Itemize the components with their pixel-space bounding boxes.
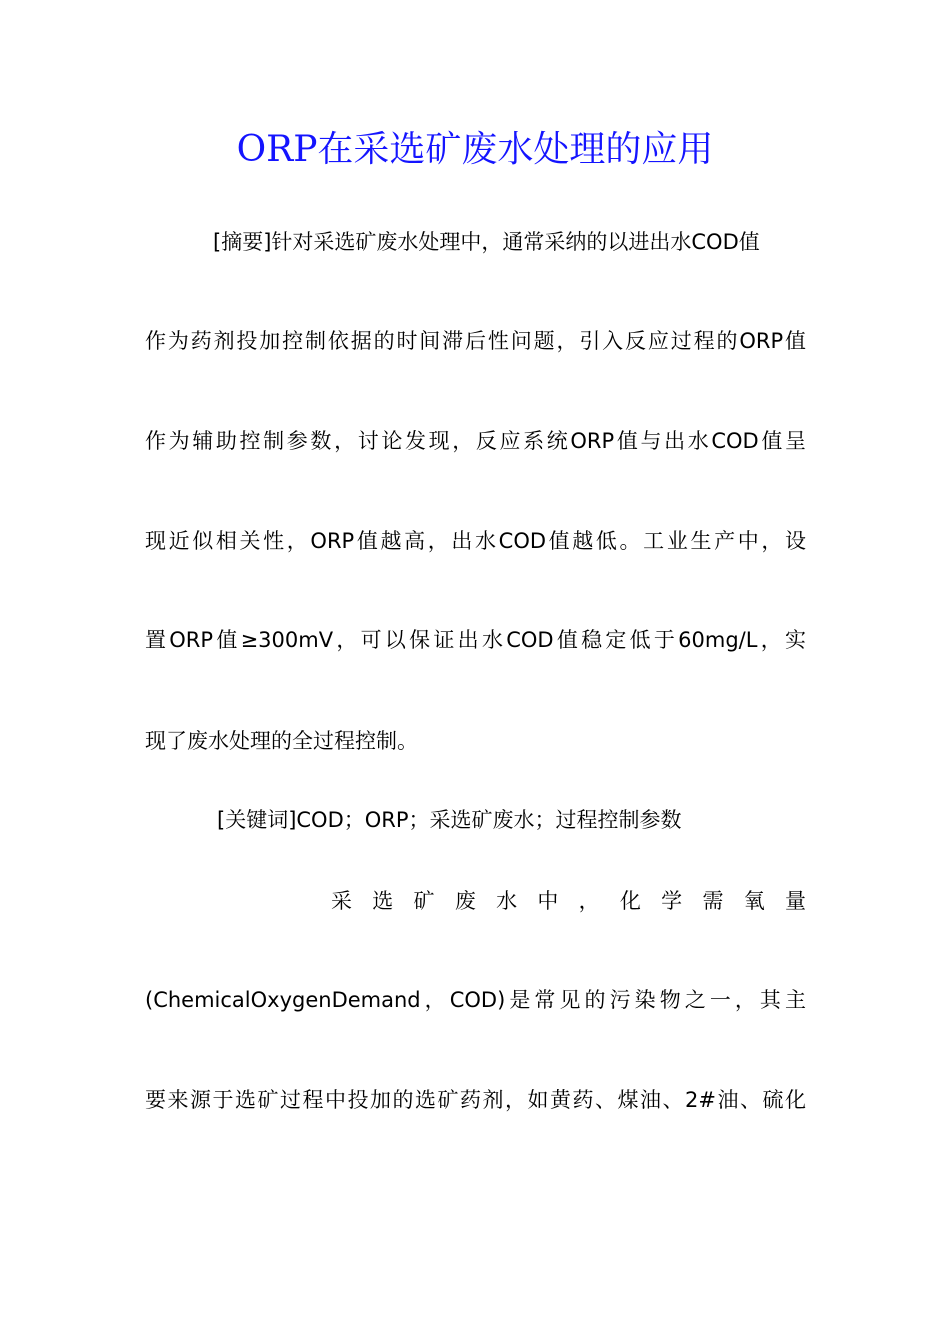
abstract-line-4: 现近似相关性，ORP值越高，出水COD值越低。工业生产中，设	[145, 529, 806, 553]
abstract-line-5: 置ORP值≥300mV，可以保证出水COD值稳定低于60mg/L，实	[145, 628, 806, 652]
abstract-line-6: 现了废水处理的全过程控制。	[145, 729, 418, 753]
body-line-3: 要来源于选矿过程中投加的选矿药剂，如黄药、煤油、2#油、硫化	[145, 1088, 806, 1112]
document-title: ORP在采选矿废水处理的应用	[236, 129, 714, 170]
abstract-line-2: 作为药剂投加控制依据的时间滞后性问题，引入反应过程的ORP值	[145, 329, 806, 353]
keywords-line: [关键词]COD；ORP；采选矿废水；过程控制参数	[217, 808, 682, 832]
body-line-1: 采选矿废水中，化学需氧量	[331, 889, 806, 913]
body-line-2: (ChemicalOxygenDemand，COD)是常见的污染物之一，其主	[145, 988, 806, 1012]
abstract-line-1: [摘要]针对采选矿废水处理中，通常采纳的以进出水COD值	[213, 230, 760, 254]
abstract-line-3: 作为辅助控制参数，讨论发现，反应系统ORP值与出水COD值呈	[145, 429, 806, 453]
